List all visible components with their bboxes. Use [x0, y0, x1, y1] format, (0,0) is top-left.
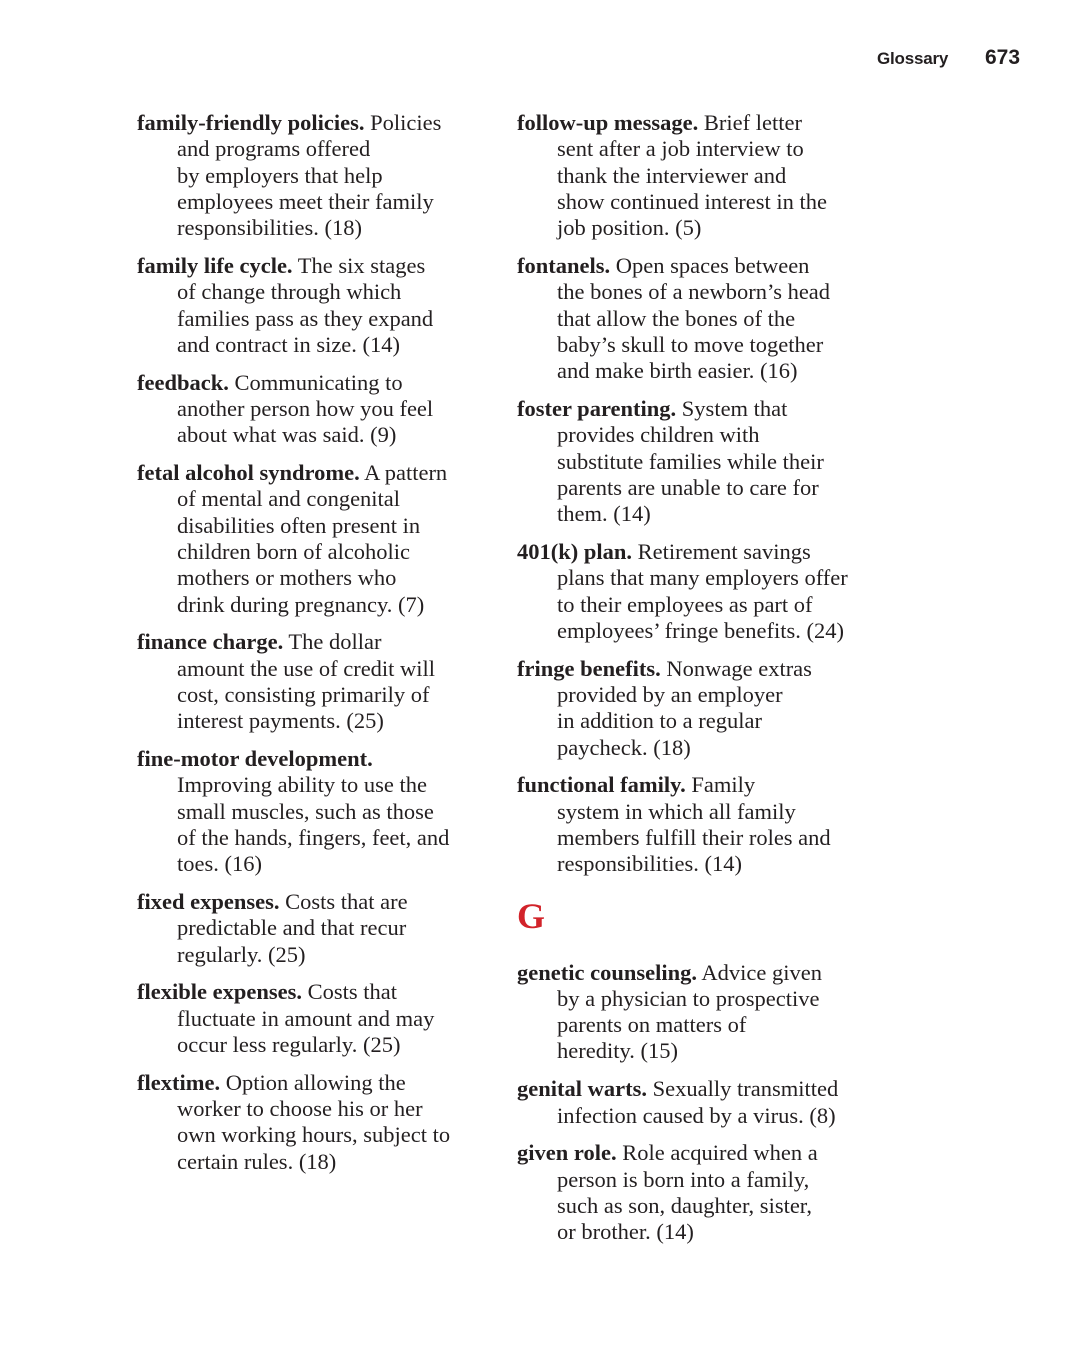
definition-line: occur less regularly. (25) [177, 1032, 401, 1057]
glossary-entry [517, 253, 877, 384]
section-letter-heading: G [517, 895, 546, 936]
definition-start: Family [685, 772, 756, 798]
definition-line: amount the use of credit will [177, 655, 436, 681]
entry-first-line [517, 253, 877, 279]
glossary-term: genetic counseling. [517, 959, 697, 985]
definition-line: worker to choose his or her [177, 1096, 423, 1122]
glossary-entry [137, 889, 497, 968]
glossary-entry [517, 772, 877, 877]
definition-line: members fulfill their roles and [557, 824, 831, 850]
definition-line: baby’s skull to move together [557, 331, 824, 357]
glossary-term: foster parenting. [517, 395, 677, 421]
definition-line: sent after a job interview to [557, 136, 804, 162]
definition-line: and make birth easier. (16) [557, 358, 798, 384]
definition-line: families pass as they expand [177, 305, 434, 331]
definition-start: Communicating to [228, 369, 403, 395]
entry-first-line [137, 1070, 497, 1096]
definition-start: The six stages [292, 252, 426, 278]
entry-first-line [137, 979, 497, 1005]
glossary-term: genital warts. [517, 1076, 647, 1102]
definition-line: in addition to a regular [557, 708, 762, 734]
definition-line: fluctuate in amount and may [177, 1005, 435, 1031]
definition-line: by a physician to prospective [557, 985, 820, 1011]
glossary-term: fine-motor development. [137, 746, 373, 772]
definition-start: Advice given [697, 959, 822, 985]
entry-first-line [137, 253, 497, 279]
definition-start: The dollar [283, 629, 382, 655]
page-number: 673 [985, 46, 1021, 69]
definition-line: employees’ fringe benefits. (24) [557, 617, 844, 643]
definition-line: another person how you feel [177, 395, 434, 421]
definition-line: children born of alcoholic [177, 538, 411, 564]
glossary-column-right [517, 110, 877, 1257]
glossary-term: given role. [517, 1140, 617, 1166]
definition-start: Retirement savings [632, 538, 811, 564]
definition-line: parents on matters of [557, 1012, 747, 1038]
definition-line: cost, consisting primarily of [177, 681, 430, 707]
definition-line: Improving ability to use the [177, 772, 427, 798]
definition-start: A pattern [359, 460, 448, 486]
definition-line: them. (14) [557, 501, 651, 527]
definition-start: Sexually transmitted [646, 1076, 839, 1102]
definition-start: Costs that [301, 979, 397, 1005]
glossary-entry [137, 253, 497, 358]
entry-first-line [517, 1140, 877, 1166]
glossary-entry [517, 1140, 877, 1245]
definition-line: to their employees as part of [557, 591, 813, 617]
definition-line: own working hours, subject to [177, 1122, 451, 1148]
entry-first-line [137, 370, 497, 396]
definition-line: provided by an employer [557, 681, 783, 707]
definition-line: responsibilities. (18) [177, 215, 362, 241]
glossary-entry [137, 1070, 497, 1175]
entry-first-line [517, 772, 877, 798]
glossary-entry [137, 979, 497, 1058]
entry-first-line [137, 110, 497, 136]
glossary-entry [517, 1076, 877, 1129]
definition-start: Open spaces between [610, 252, 810, 278]
definition-start: System that [676, 395, 788, 421]
definition-line: by employers that help [177, 162, 383, 188]
definition-line: paycheck. (18) [557, 734, 691, 760]
definition-line: mothers or mothers who [177, 565, 397, 591]
entry-first-line [137, 629, 497, 655]
glossary-term: fixed expenses. [137, 889, 280, 915]
definition-line: thank the interviewer and [557, 162, 787, 188]
glossary-entry [137, 629, 497, 734]
definition-line: plans that many employers offer [557, 565, 848, 591]
definition-line: disabilities often present in [177, 512, 421, 538]
definition-line: show continued interest in the [557, 188, 827, 214]
definition-line: such as son, daughter, sister, [557, 1192, 813, 1218]
glossary-term: feedback. [137, 369, 229, 395]
definition-start: Brief letter [698, 110, 802, 135]
definition-line: drink during pregnancy. (7) [177, 591, 425, 617]
definition-line: that allow the bones of the [557, 305, 796, 331]
definition-line: provides children with [557, 422, 760, 448]
section-title: Glossary [877, 49, 949, 68]
definition-start: Costs that are [279, 889, 408, 915]
definition-start: Policies [364, 110, 442, 135]
definition-line: responsibilities. (14) [557, 851, 742, 877]
glossary-entry [517, 396, 877, 527]
entry-first-line [517, 110, 877, 136]
glossary-column-left [137, 110, 497, 1186]
definition-line: substitute families while their [557, 448, 824, 474]
entry-first-line [137, 460, 497, 486]
definition-line: job position. (5) [557, 215, 702, 241]
definition-line: person is born into a family, [557, 1166, 810, 1192]
glossary-entry [517, 656, 877, 761]
definition-line: system in which all family [557, 798, 796, 824]
entry-first-line [517, 1076, 877, 1102]
definition-line: infection caused by a virus. (8) [557, 1102, 836, 1128]
entry-first-line [517, 539, 877, 565]
glossary-entry [517, 110, 877, 241]
definition-line: of mental and congenital [177, 486, 401, 512]
definition-line: predictable and that recur [177, 915, 407, 941]
definition-start: Nonwage extras [660, 655, 812, 681]
glossary-entry [517, 960, 877, 1065]
glossary-term: family-friendly policies. [137, 110, 365, 135]
glossary-term: functional family. [517, 772, 686, 798]
definition-line: employees meet their family [177, 188, 434, 214]
definition-line: or brother. (14) [557, 1219, 694, 1245]
definition-start: Option allowing the [220, 1069, 406, 1095]
definition-line: parents are unable to care for [557, 474, 819, 500]
entry-first-line [517, 396, 877, 422]
entry-first-line [137, 889, 497, 915]
glossary-entry [137, 370, 497, 449]
glossary-term: fontanels. [517, 252, 611, 278]
definition-line: and programs offered [177, 136, 371, 162]
entry-first-line [137, 746, 497, 772]
glossary-term: family life cycle. [137, 252, 293, 278]
definition-line: certain rules. (18) [177, 1148, 337, 1174]
definition-line: and contract in size. (14) [177, 331, 401, 357]
entry-first-line [517, 656, 877, 682]
definition-line: small muscles, such as those [177, 798, 434, 824]
glossary-entry [137, 110, 497, 241]
glossary-entry [517, 539, 877, 644]
definition-line: of change through which [177, 279, 402, 305]
glossary-entry [137, 746, 497, 877]
entry-first-line [517, 960, 877, 986]
glossary-term: finance charge. [137, 629, 284, 655]
glossary-entry [137, 460, 497, 618]
definition-line: interest payments. (25) [177, 708, 384, 734]
definition-line: of the hands, fingers, feet, and [177, 824, 450, 850]
definition-line: the bones of a newborn’s head [557, 279, 831, 305]
definition-start: Role acquired when a [616, 1140, 818, 1166]
glossary-term: follow-up message. [517, 110, 699, 135]
glossary-term: fetal alcohol syndrome. [137, 460, 360, 486]
glossary-term: flexible expenses. [137, 979, 302, 1005]
glossary-term: 401(k) plan. [517, 538, 633, 564]
glossary-term: fringe benefits. [517, 655, 661, 681]
definition-line: toes. (16) [177, 851, 262, 877]
definition-line: about what was said. (9) [177, 422, 397, 448]
glossary-term: flextime. [137, 1069, 221, 1095]
running-header [0, 46, 1088, 72]
definition-line: heredity. (15) [557, 1038, 678, 1064]
definition-line: regularly. (25) [177, 941, 306, 967]
